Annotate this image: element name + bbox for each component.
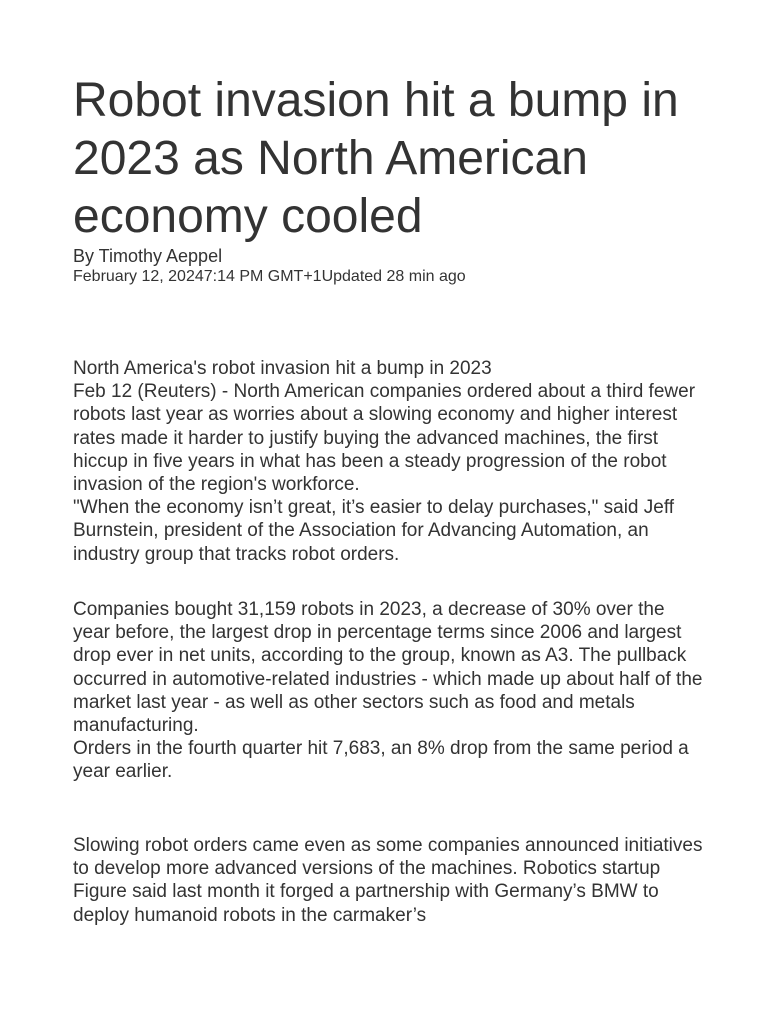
- article-paragraph: Feb 12 (Reuters) - North American companies ordered about a third fewer robots last year as worries about a slowing economy and higher interest rates made it harder to justify buying the advanced machines, the first hiccup in five years in what has been a steady progression of the robot invasion of the region's workforce.: [73, 381, 696, 496]
- updated-label: Updated 28 min ago: [321, 268, 466, 285]
- article-body-section-3: [73, 834, 703, 927]
- article-dateline: [73, 267, 466, 287]
- article-headline: Robot invasion hit a bump in 2023 as North American economy cooled: [73, 74, 679, 243]
- article-byline: By Timothy Aeppel: [73, 246, 223, 266]
- article-body-section-1: [73, 357, 703, 566]
- article-paragraph: Orders in the fourth quarter hit 7,683, an 8% drop from the same period a year earlier.: [73, 738, 689, 783]
- article-subheading: North America's robot invasion hit a bump in 2023: [73, 358, 492, 379]
- publish-date: February 12, 2024: [73, 268, 204, 285]
- article-paragraph: "When the economy isn’t great, it’s easier to delay purchases," said Jeff Burnstein, president of the Association for Advancing Automation, an industry group that tracks robot orders.: [73, 497, 675, 565]
- article-body-section-2: [73, 598, 703, 784]
- article-paragraph: Slowing robot orders came even as some companies announced initiatives to develop more advanced versions of the machines. Robotics startup Figure said last month it forged a partnership with Germany’s BMW to deploy humanoid robots in the carmaker’s: [73, 835, 703, 926]
- article-paragraph: Companies bought 31,159 robots in 2023, a decrease of 30% over the year before, the largest drop in percentage terms since 2006 and largest drop ever in net units, according to the group, known as A3. The pullback occurred in automotive-related industries - which made up about half of the market last year - as well as other sectors such as food and metals manufacturing.: [73, 599, 703, 737]
- publish-time: 7:14 PM GMT+1: [203, 268, 322, 285]
